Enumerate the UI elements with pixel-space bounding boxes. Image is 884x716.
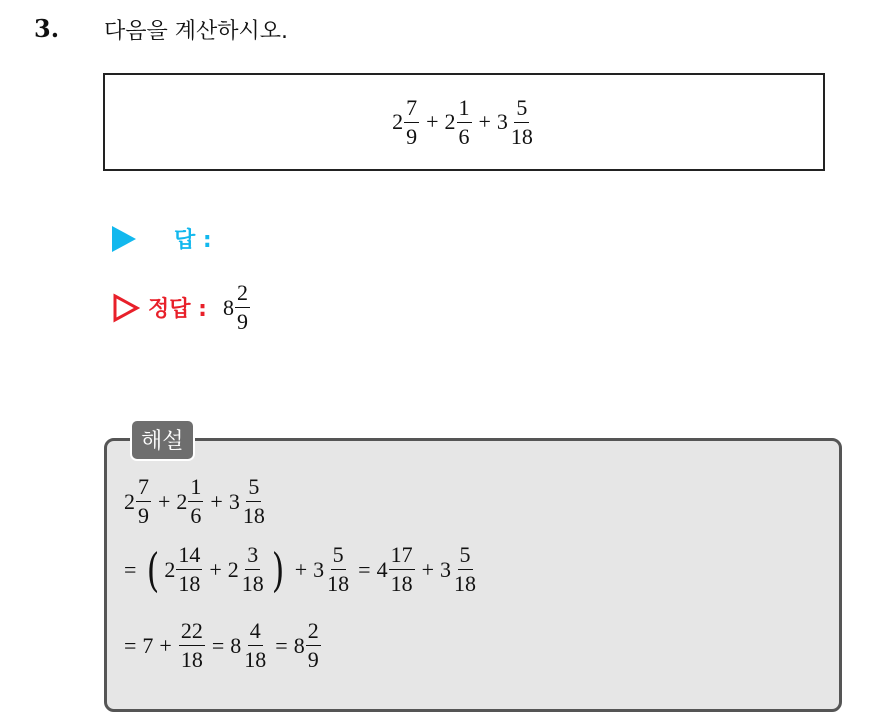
sol1-a-whole: 2 (124, 488, 135, 514)
sol3-r-fraction (242, 620, 268, 671)
sol2-b-numerator: 3 (245, 544, 260, 570)
sol2-b-fraction (240, 544, 266, 595)
sol3-s-fraction (306, 620, 321, 671)
sol2-s-numerator: 5 (458, 544, 473, 570)
plus-sign: + (210, 488, 223, 514)
problem-box (103, 73, 825, 171)
sol2-r-whole: 4 (376, 556, 388, 582)
plus-sign: + (209, 556, 222, 582)
correct-answer-value (223, 282, 251, 333)
sol2-r-numerator: 17 (389, 544, 415, 570)
sol1-c-numerator: 5 (246, 476, 261, 502)
play-triangle-icon (112, 226, 136, 252)
correct-answer-label: 정답 : (148, 297, 207, 322)
plus-sign: + (421, 556, 435, 582)
sol3-fraction (179, 620, 205, 671)
plus-sign: + (294, 556, 308, 582)
solution-tag: 해설 (130, 419, 195, 461)
correct-denominator: 9 (236, 309, 248, 334)
sol3-s-whole: 8 (293, 632, 305, 658)
problem-expression (392, 94, 536, 149)
right-paren: ) (271, 542, 285, 597)
correct-answer-row (112, 282, 251, 333)
correct-fraction (235, 282, 250, 333)
sol1-c-whole: 3 (228, 488, 240, 514)
sol3-r-numerator: 4 (248, 620, 263, 646)
sol2-c-whole: 3 (313, 556, 325, 582)
equals-sign: = (358, 556, 371, 582)
term-2-whole: 2 (444, 109, 456, 134)
sol3-integer: 7 (142, 632, 154, 658)
sol2-s-denominator: 18 (454, 571, 477, 596)
term-2-numerator: 1 (457, 97, 472, 123)
correct-numerator: 2 (235, 282, 250, 308)
sol3-r-denominator: 18 (244, 647, 267, 672)
sol2-c-numerator: 5 (331, 544, 346, 570)
sol1-a-numerator: 7 (136, 476, 151, 502)
sol2-c-denominator: 18 (327, 571, 350, 596)
equals-sign: = (124, 556, 137, 582)
term-3-numerator: 5 (514, 97, 529, 123)
term-1-fraction (404, 94, 419, 149)
plus-sign: + (158, 488, 171, 514)
sol3-s-denominator: 9 (307, 647, 319, 672)
term-1-whole: 2 (392, 109, 404, 134)
sol1-b-numerator: 1 (188, 476, 203, 502)
sol2-b-denominator: 18 (241, 571, 264, 596)
sol1-a-denominator: 9 (138, 503, 149, 528)
outline-triangle-icon (112, 293, 140, 323)
sol2-s-fraction (452, 544, 478, 595)
plus-sign: + (426, 109, 439, 134)
term-3-denominator: 18 (510, 123, 533, 149)
sol2-a-numerator: 14 (176, 544, 202, 570)
answer-row (112, 223, 234, 254)
solution-line-1 (124, 476, 268, 527)
term-1-denominator: 9 (406, 123, 418, 149)
sol3-r-whole: 8 (230, 632, 242, 658)
sol1-b-fraction (188, 476, 203, 527)
term-3-whole: 3 (496, 109, 508, 134)
equals-sign: = (211, 632, 225, 658)
plus-sign: + (478, 109, 491, 134)
sol3-s-numerator: 2 (306, 620, 321, 646)
sol2-b-whole: 2 (227, 556, 239, 582)
term-2-fraction (457, 94, 472, 149)
sol2-s-whole: 3 (440, 556, 452, 582)
sol1-c-denominator: 18 (242, 503, 265, 528)
sol1-b-denominator: 6 (190, 503, 202, 528)
term-3-fraction (509, 94, 535, 149)
question-text: 다음을 계산하시오. (104, 19, 289, 44)
sol2-a-fraction (176, 544, 202, 595)
sol1-c-fraction (241, 476, 267, 527)
correct-whole: 8 (222, 294, 234, 320)
sol1-a-fraction (136, 476, 151, 527)
left-paren: ( (147, 542, 160, 597)
equals-sign: = (275, 632, 288, 658)
solution-line-3 (124, 620, 322, 671)
term-2-denominator: 6 (458, 123, 470, 149)
sol2-c-fraction (325, 544, 351, 595)
sol3-numerator: 22 (179, 620, 205, 646)
sol1-b-whole: 2 (176, 488, 188, 514)
sol2-a-denominator: 18 (178, 571, 201, 596)
term-1-numerator: 7 (404, 97, 419, 123)
question-number: 3. (34, 14, 60, 43)
sol2-a-whole: 2 (164, 556, 176, 582)
sol2-r-fraction (389, 544, 415, 595)
answer-label: 답 : (174, 228, 212, 253)
sol3-denominator: 18 (180, 647, 203, 672)
solution-line-2 (124, 544, 479, 595)
plus-sign: + (159, 632, 172, 658)
equals-sign: = (124, 632, 137, 658)
sol2-r-denominator: 18 (390, 571, 413, 596)
